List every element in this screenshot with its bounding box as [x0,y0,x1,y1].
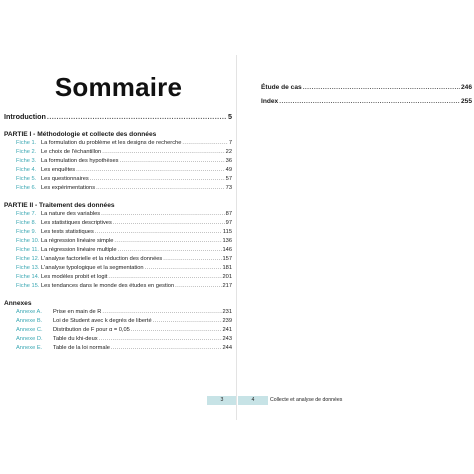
leader-dots [101,210,225,219]
toc-entry-label: Fiche 4. [16,167,37,173]
toc-entry-page: 157 [222,256,232,262]
toc-entry-text: La nature des variables [41,211,101,217]
toc-entry-page: 243 [222,336,232,342]
toc-entry-text: Les expérimentations [41,185,96,191]
toc-entry-page: 5 [228,112,232,121]
leader-dots [114,237,221,246]
table-of-contents-continued [261,81,472,109]
toc-entry-label: Fiche 7. [16,211,37,217]
toc-entry[interactable] [4,317,232,326]
toc-entry-text: Distribution de F pour α = 0,05 [53,327,130,333]
toc-entry[interactable] [4,255,232,264]
leader-dots [102,308,221,317]
toc-entry-text: Table de la loi normale [53,345,110,351]
toc-entry-text: Les modèles probit et logit [41,274,108,280]
toc-entry-text: L'analyse typologique et la segmentation [41,265,144,271]
page-number: 3 [207,396,237,405]
toc-entry-label: Fiche 3. [16,158,37,164]
table-of-contents [4,112,232,353]
leader-dots [279,95,460,109]
toc-entry[interactable] [4,210,232,219]
toc-entry-label: Annexe D. [16,336,43,342]
toc-entry-text: La formulation du problème et les designs de recherche [41,140,182,146]
toc-entry-page: 239 [222,318,232,324]
toc-entry-page: 36 [225,158,232,164]
toc-entry-page: 244 [222,345,232,351]
toc-entry-text: Les enquêtes [41,167,76,173]
toc-entry-label: Fiche 9. [16,229,37,235]
toc-entry-page: 241 [222,327,232,333]
leader-dots [175,282,221,291]
toc-entry-text: Les statistiques descriptives [41,220,112,226]
toc-entry-text: L'analyse factorielle et la réduction des données [41,256,163,262]
leader-dots [102,148,224,157]
toc-entry-label: Annexe E. [16,345,43,351]
toc-entry-page: 73 [225,185,232,191]
toc-entry[interactable] [4,273,232,282]
toc-entry-text: Table du khi-deux [53,336,98,342]
leader-dots [99,335,222,344]
toc-entry-text: Les tendances dans le monde des études en gestion [41,283,175,289]
toc-entry-page: 246 [460,84,472,91]
toc-entry-page: 7 [228,140,232,146]
toc-entry[interactable] [4,246,232,255]
toc-entry-text: Le choix de l'échantillon [41,149,102,155]
toc-entry-text: Loi de Student avec k degrés de liberté [53,318,152,324]
part-heading: Annexes [4,300,32,307]
toc-entry-label: Fiche 2. [16,149,37,155]
toc-entry-text: Étude de cas [261,84,302,91]
toc-entry-label: Fiche 8. [16,220,37,226]
toc-entry-text: Index [261,98,279,105]
toc-entry-label: Fiche 6. [16,185,37,191]
toc-entry-introduction[interactable] [4,112,232,122]
part-heading: PARTIE II - Traitement des données [4,202,115,209]
toc-entry-page: 97 [225,220,232,226]
toc-entry-label: Fiche 10. [16,238,40,244]
toc-entry-text: Les tests statistiques [41,229,94,235]
toc-entry-label: Annexe A. [16,309,42,315]
toc-entry-text: Introduction [4,112,46,121]
leader-dots [303,81,460,95]
leader-dots [118,246,222,255]
leader-dots [95,228,222,237]
toc-entry-page: 201 [222,274,232,280]
toc-entry-label: Fiche 5. [16,176,37,182]
leader-dots [111,344,222,353]
toc-entry[interactable] [4,157,232,166]
toc-entry[interactable] [4,326,232,335]
running-title: Collecte et analyse de données [270,397,343,403]
part-heading: PARTIE I - Méthodologie et collecte des données [4,131,157,138]
toc-entry[interactable] [4,264,232,273]
leader-dots [108,273,221,282]
toc-entry[interactable] [4,148,232,157]
toc-entry-label: Fiche 1. [16,140,37,146]
toc-entry[interactable] [4,228,232,237]
toc-entry-text: La régression linéaire multiple [41,247,117,253]
toc-entry-page: 22 [225,149,232,155]
toc-entry-label: Fiche 13. [16,265,40,271]
toc-entry[interactable] [4,335,232,344]
leader-dots [96,184,225,193]
toc-entry-text: La régression linéaire simple [41,238,114,244]
toc-entry-label: Fiche 15. [16,283,40,289]
toc-entry-label: Fiche 11. [16,247,39,253]
toc-entry-label: Annexe B. [16,318,43,324]
leader-dots [47,112,227,122]
leader-dots [145,264,222,273]
toc-entry-page: 255 [460,98,472,105]
toc-entry-index[interactable] [261,95,472,109]
toc-entry[interactable] [4,237,232,246]
leader-dots [113,219,225,228]
leader-dots [76,166,225,175]
toc-entry-page: 146 [222,247,232,253]
leader-dots [153,317,222,326]
leader-dots [163,255,221,264]
toc-entry[interactable] [4,184,232,193]
toc-entry-case-study[interactable] [261,81,472,95]
toc-entry-page: 57 [225,176,232,182]
toc-entry-label: Annexe C. [16,327,43,333]
toc-entry-label: Fiche 14. [16,274,40,280]
leader-dots [90,175,225,184]
leader-dots [182,139,227,148]
toc-entry[interactable] [4,282,232,291]
toc-entry[interactable] [4,139,232,148]
toc-entry[interactable] [4,175,232,184]
leader-dots [131,326,222,335]
toc-entry-page: 87 [225,211,232,217]
toc-entry-page: 49 [225,167,232,173]
toc-entry-text: Les questionnaires [41,176,89,182]
toc-entry-page: 231 [222,309,232,315]
toc-entry-text: La formulation des hypothèses [41,158,119,164]
leader-dots [119,157,224,166]
toc-entry-page: 181 [222,265,232,271]
toc-entry-page: 136 [222,238,232,244]
page-number: 4 [238,396,268,405]
toc-entry[interactable] [4,344,232,353]
toc-entry[interactable] [4,219,232,228]
toc-entry[interactable] [4,308,232,317]
page-title: Sommaire [54,72,183,102]
toc-entry[interactable] [4,166,232,175]
toc-entry-label: Fiche 12. [16,256,40,262]
toc-entry-page: 217 [222,283,232,289]
toc-entry-page: 115 [222,229,232,235]
toc-entry-text: Prise en main de R [53,309,102,315]
